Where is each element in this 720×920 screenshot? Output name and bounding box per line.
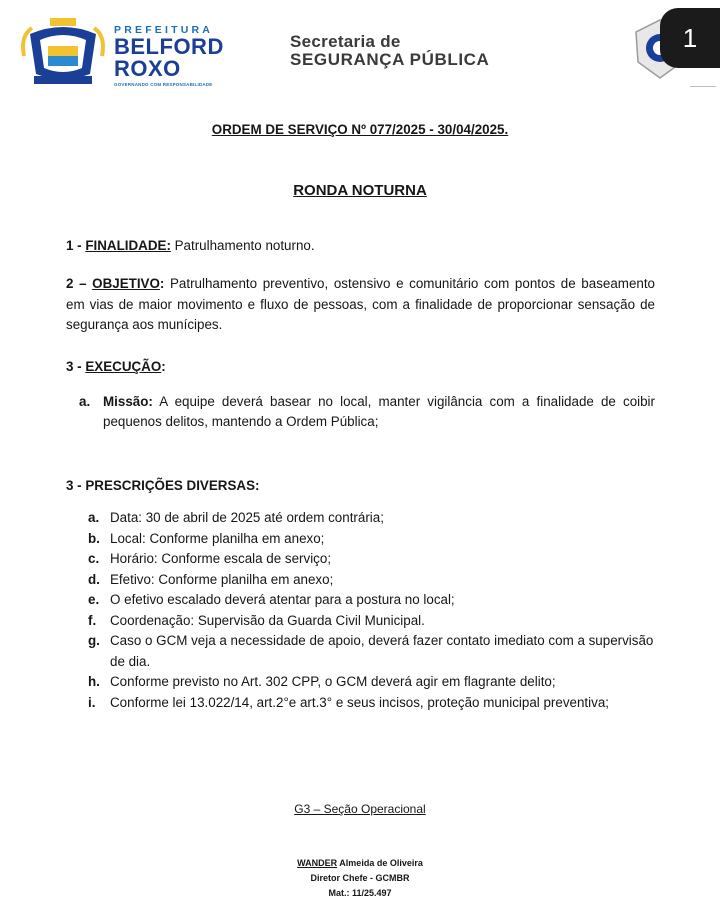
execucao-colon: : [161, 359, 166, 374]
list-item [88, 529, 655, 550]
list-item [88, 570, 655, 591]
missao-label: Missão: [103, 394, 153, 409]
list-item-text: Horário: Conforme escala de serviço; [110, 551, 332, 566]
city-name-line2: ROXO [114, 56, 181, 81]
list-item [88, 672, 655, 693]
signer-name [0, 856, 720, 870]
signer-first-name: WANDER [297, 858, 338, 868]
list-item [88, 590, 655, 611]
missao-paragraph [79, 392, 655, 432]
list-item-letter: i. [88, 694, 96, 710]
list-item-letter: d. [88, 571, 100, 587]
list-item-text: Conforme previsto no Art. 302 CPP, o GCM deverá agir em flagrante delito; [110, 674, 556, 689]
prefeitura-logo-text [114, 24, 224, 87]
header-divider [690, 86, 716, 87]
objetivo-text: Patrulhamento preventivo, ostensivo e comunitário com pontos de baseamento em vias de maior movimento e fluxo de pessoas, com a finalidade de proporcionar sensação de segurança aos munícipes. [66, 276, 656, 332]
signer-registration: Mat.: 11/25.497 [328, 888, 392, 898]
finalidade-paragraph [66, 236, 655, 257]
objetivo-label: OBJETIVO [92, 276, 160, 291]
section-footer: G3 – Seção Operacional [294, 802, 426, 816]
list-item-letter: e. [88, 592, 100, 607]
list-item-text: Conforme lei 13.022/14, art.2°e art.3° e seus incisos, proteção municipal preventiva; [110, 694, 609, 710]
list-item [88, 549, 655, 570]
list-item [88, 693, 655, 714]
order-title: ORDEM DE SERVIÇO Nº 077/2025 - 30/04/2025. [211, 122, 509, 137]
list-item-letter: g. [88, 633, 100, 648]
objetivo-colon: : [159, 276, 170, 291]
list-item-text: Caso o GCM veja a necessidade de apoio, deverá fazer contato imediato com a supervisão de dia. [110, 633, 654, 669]
finalidade-number: 1 - [66, 238, 86, 253]
missao-letter: a. [79, 394, 91, 409]
prescricoes-list [88, 508, 655, 713]
list-item [88, 631, 655, 672]
list-item-text: Efetivo: Conforme planilha em anexo; [110, 571, 334, 587]
signer-role: Diretor Chefe - GCMBR [310, 873, 410, 883]
objetivo-number: 2 – [66, 276, 93, 291]
list-item-text: Data: 30 de abril de 2025 até ordem contrária; [110, 510, 384, 525]
execucao-number: 3 - [66, 359, 86, 374]
finalidade-text: Patrulhamento noturno. [170, 238, 315, 253]
signer-last-name: Almeida de Oliveira [337, 858, 423, 868]
belford-roxo-coat-of-arms-icon [20, 16, 106, 86]
list-item-text: Coordenação: Supervisão da Guarda Civil Municipal. [110, 612, 425, 628]
list-item-letter: h. [88, 674, 100, 689]
page-number-tab: 1 [660, 8, 720, 68]
execucao-label: EXECUÇÃO [85, 359, 162, 374]
city-name-line1: BELFORD [114, 34, 224, 59]
city-tagline: GOVERNANDO COM RESPONSABILIDADE [114, 82, 213, 87]
list-item-letter: f. [88, 612, 97, 628]
prescricoes-heading: 3 - PRESCRIÇÕES DIVERSAS: [66, 478, 260, 493]
list-item-text: Local: Conforme planilha em anexo; [110, 530, 325, 546]
main-title: RONDA NOTURNA [293, 182, 427, 199]
list-item-text: O efetivo escalado deverá atentar para a postura no local; [110, 592, 455, 607]
list-item-letter: c. [88, 551, 100, 566]
missao-text: A equipe deverá basear no local, manter vigilância com a finalidade de coibir pequenos delitos, mantendo a Ordem Pública; [103, 394, 655, 429]
list-item [88, 611, 655, 632]
prefeitura-label: PREFEITURA [114, 24, 214, 36]
execucao-heading [66, 357, 655, 378]
finalidade-label: FINALIDADE: [85, 238, 171, 253]
list-item [88, 508, 655, 529]
secretaria-line1: Secretaria de [290, 32, 401, 51]
list-item-letter: a. [88, 510, 100, 525]
objetivo-paragraph [66, 274, 655, 336]
secretaria-line2: SEGURANÇA PÚBLICA [290, 50, 490, 69]
list-item-letter: b. [88, 530, 100, 546]
secretaria-title [290, 33, 489, 69]
